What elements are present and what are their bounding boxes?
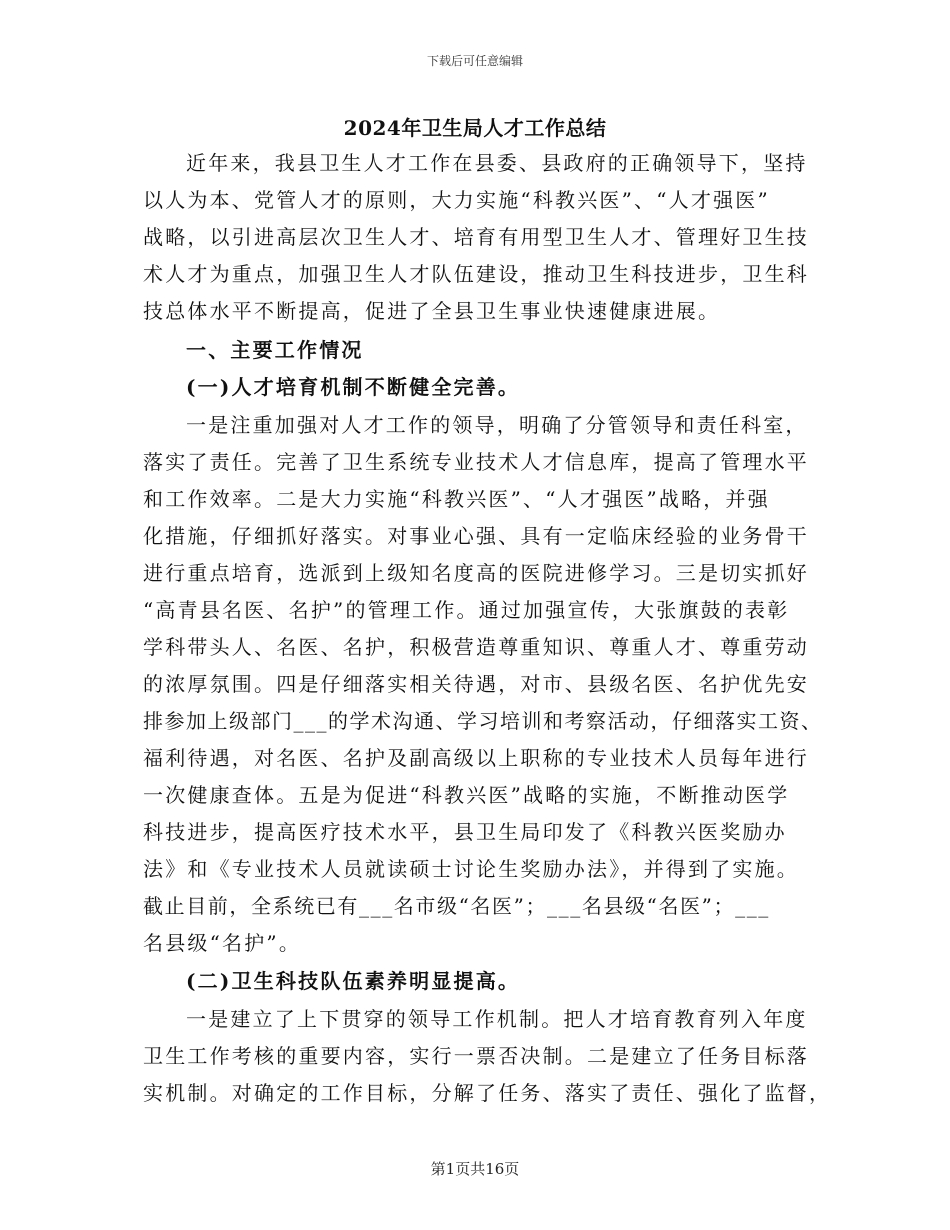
page-number: 第1页共16页: [430, 1160, 520, 1178]
body-line: 一次健康查体。五是为促进“科教兴医”战略的实施，不断推动医学: [143, 783, 790, 807]
body-line: 进行重点培育，选派到上级知名度高的医院进修学习。三是切实抓好: [143, 561, 809, 585]
body-line: 术人才为重点，加强卫生人才队伍建设，推动卫生科技进步，卫生科: [143, 262, 809, 286]
subsection-heading: (一)人才培育机制不断健全完善。: [186, 375, 521, 399]
body-line: 战略，以引进高层次卫生人才、培育有用型卫生人才、管理好卫生技: [143, 225, 809, 249]
body-line: 福利待遇，对名医、名护及副高级以上职称的专业技术人员每年进行: [143, 746, 809, 770]
body-line: 一是建立了上下贯穿的领导工作机制。把人才培育教育列入年度: [186, 1007, 808, 1031]
body-line: 一是注重加强对人才工作的领导，明确了分管领导和责任科室，: [186, 413, 808, 437]
body-line: “高青县名医、名护”的管理工作。通过加强宣传，大张旗鼓的表彰: [143, 598, 790, 622]
body-line: 排参加上级部门___的学术沟通、学习培训和考察活动，仔细落实工资、: [143, 709, 823, 733]
body-line: 以人为本、党管人才的原则，大力实施“科教兴医”、“人才强医”: [143, 188, 770, 212]
body-line: 截止目前，全系统已有___名市级“名医”；___名县级“名医”；___: [143, 894, 770, 918]
body-line: 落实了责任。完善了卫生系统专业技术人才信息库，提高了管理水平: [143, 450, 809, 474]
body-line: 的浓厚氛围。四是仔细落实相关待遇，对市、县级名医、名护优先安: [143, 672, 809, 696]
document-title: 2024年卫生局人才工作总结: [343, 116, 607, 140]
body-line: 实机制。对确定的工作目标，分解了任务、落实了责任、强化了监督，: [143, 1081, 832, 1105]
body-line: 名县级“名护”。: [143, 931, 302, 955]
body-line: 学科带头人、名医、名护，积极营造尊重知识、尊重人才、尊重劳动: [143, 635, 809, 659]
body-line: 近年来，我县卫生人才工作在县委、县政府的正确领导下，坚持: [186, 151, 808, 175]
subsection-heading: (二)卫生科技队伍素养明显提高。: [186, 969, 521, 993]
body-line: 化措施，仔细抓好落实。对事业心强、具有一定临床经验的业务骨干: [143, 524, 809, 548]
section-heading: 一、主要工作情况: [186, 338, 364, 362]
body-line: 法》和《专业技术人员就读硕士讨论生奖励办法》，并得到了实施。: [143, 857, 799, 881]
body-line: 科技进步，提高医疗技术水平，县卫生局印发了《科教兴医奖励办: [143, 820, 787, 844]
body-line: 卫生工作考核的重要内容，实行一票否决制。二是建立了任务目标落: [143, 1044, 809, 1068]
page-header-note: 下载后可任意编辑: [426, 54, 523, 68]
body-line: 技总体水平不断提高，促进了全县卫生事业快速健康进展。: [143, 299, 721, 323]
body-line: 和工作效率。二是大力实施“科教兴医”、“人才强医”战略，并强: [143, 487, 770, 511]
